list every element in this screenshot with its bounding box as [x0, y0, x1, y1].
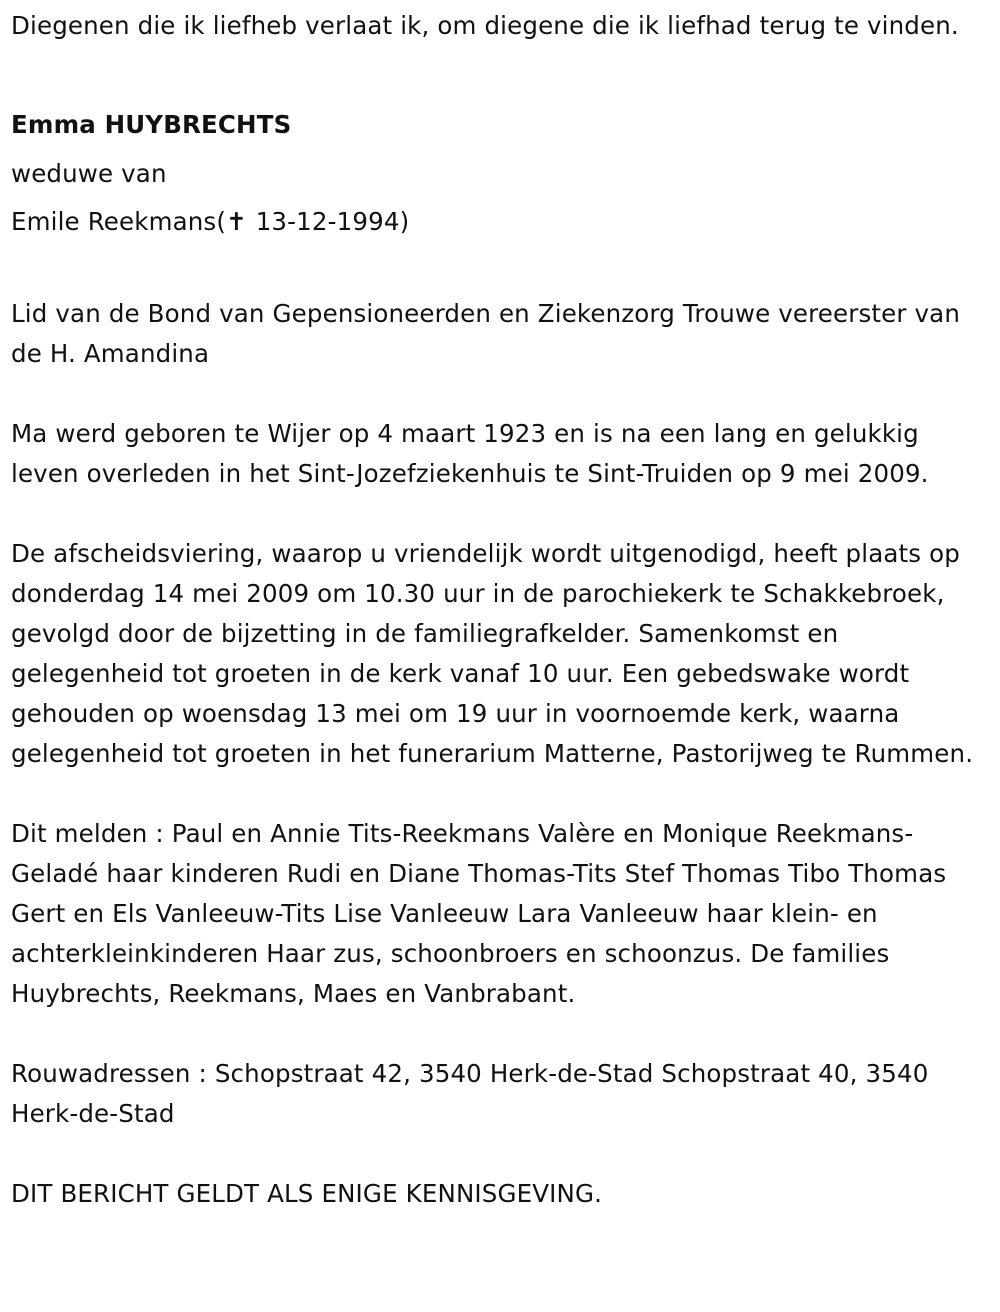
addresses-paragraph: Rouwadressen : Schopstraat 42, 3540 Herk-de-Stad Schopstraat 40, 3540 Herk-de-Stad	[11, 1059, 929, 1128]
membership-paragraph: Lid van de Bond van Gepensioneerden en Ziekenzorg Trouwe vereerster van de H. Amandina	[11, 299, 960, 368]
deceased-name: Emma HUYBRECHTS	[11, 110, 292, 139]
spouse-death-date: 13-12-1994)	[247, 207, 410, 236]
intro-quote: Diegenen die ik liefheb verlaat ik, om diegene die ik liefhad terug te vinden.	[11, 11, 959, 40]
spouse-line	[11, 198, 990, 246]
cross-icon: ✝	[226, 207, 247, 236]
birth-death-paragraph: Ma werd geboren te Wijer op 4 maart 1923 en is na een lang en gelukkig leven overleden in het Sint-Jozefziekenhuis te Sint-Truiden op 9 mei 2009.	[11, 419, 929, 488]
notice-paragraph: DIT BERICHT GELDT ALS ENIGE KENNISGEVING.	[11, 1179, 603, 1208]
relation-text: weduwe van	[11, 159, 167, 188]
spouse-name: Emile Reekmans(	[11, 207, 227, 236]
ceremony-paragraph: De afscheidsviering, waarop u vriendelijk wordt uitgenodigd, heeft plaats op donderdag 14 mei 2009 om 10.30 uur in de parochiekerk te Schakkebroek, gevolgd door de bijzetting in de familiegrafkelder. Samenkomst en gelegenheid tot groeten in de kerk vanaf 10 uur. Een gebedswake wordt gehouden op woensdag 13 mei om 19 uur in voornoemde kerk, waarna gelegenheid tot groeten in het funerarium Matterne, Pastorijweg te Rummen.	[11, 539, 974, 768]
announcers-paragraph: Dit melden : Paul en Annie Tits-Reekmans Valère en Monique Reekmans-Geladé haar kinderen Rudi en Diane Thomas-Tits Stef Thomas Tibo Thomas Gert en Els Vanleeuw-Tits Lise Vanleeuw Lara Vanleeuw haar klein- en achterkleinkinderen Haar zus, schoonbroers en schoonzus. De families Huybrechts, Reekmans, Maes en Vanbrabant.	[11, 819, 947, 1008]
